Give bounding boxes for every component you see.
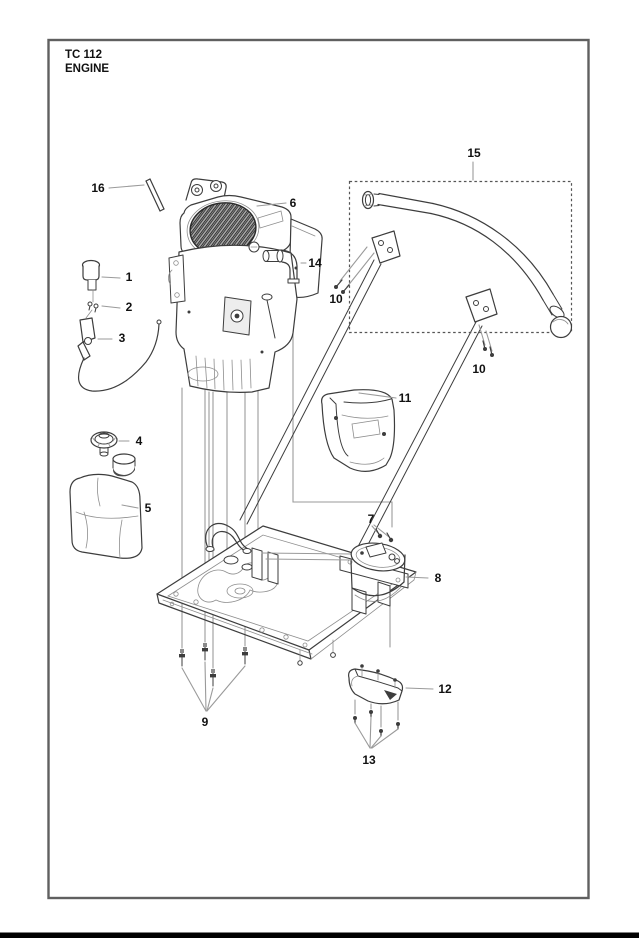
callout-14: 14: [308, 256, 322, 270]
callout-12: 12: [438, 682, 452, 696]
page-subtitle: ENGINE: [65, 63, 110, 75]
callout-10-left: 10: [329, 292, 343, 306]
bolt: [179, 649, 185, 666]
callout-3: 3: [118, 331, 126, 345]
page-title: TC 112: [65, 49, 103, 61]
callout-16: 16: [91, 181, 105, 195]
callout-10-right: 10: [472, 362, 486, 376]
callout-2: 2: [125, 300, 133, 314]
callout-4: 4: [135, 434, 143, 448]
support-bracket: [349, 664, 403, 748]
bolt: [210, 669, 216, 686]
callout-1: 1: [125, 270, 133, 284]
diagram-border: [49, 40, 589, 898]
mount-plate-right: [466, 289, 497, 322]
callout-8: 8: [434, 571, 442, 585]
callout-6: 6: [289, 196, 297, 210]
callout-9: 9: [201, 715, 209, 729]
handlebar-screws-right: [479, 325, 494, 357]
belt-cover: [322, 390, 395, 472]
callout-13: 13: [362, 753, 376, 767]
pin: [146, 179, 164, 211]
callout-11: 11: [398, 391, 412, 405]
handlebar-assembly: [350, 182, 572, 338]
handlebar-screws-left: [334, 247, 374, 294]
bolt: [202, 643, 208, 660]
callout-7: 7: [367, 512, 375, 526]
callout-5: 5: [144, 501, 152, 515]
mount-plate-left: [372, 231, 400, 263]
engine-assembly: [168, 179, 322, 393]
throttle-control: [78, 261, 161, 392]
footer-bar: [0, 933, 639, 939]
fuel-tank: [70, 454, 142, 558]
bolt: [242, 647, 248, 664]
callout-15: 15: [467, 146, 481, 160]
fuel-cap: [91, 432, 117, 456]
